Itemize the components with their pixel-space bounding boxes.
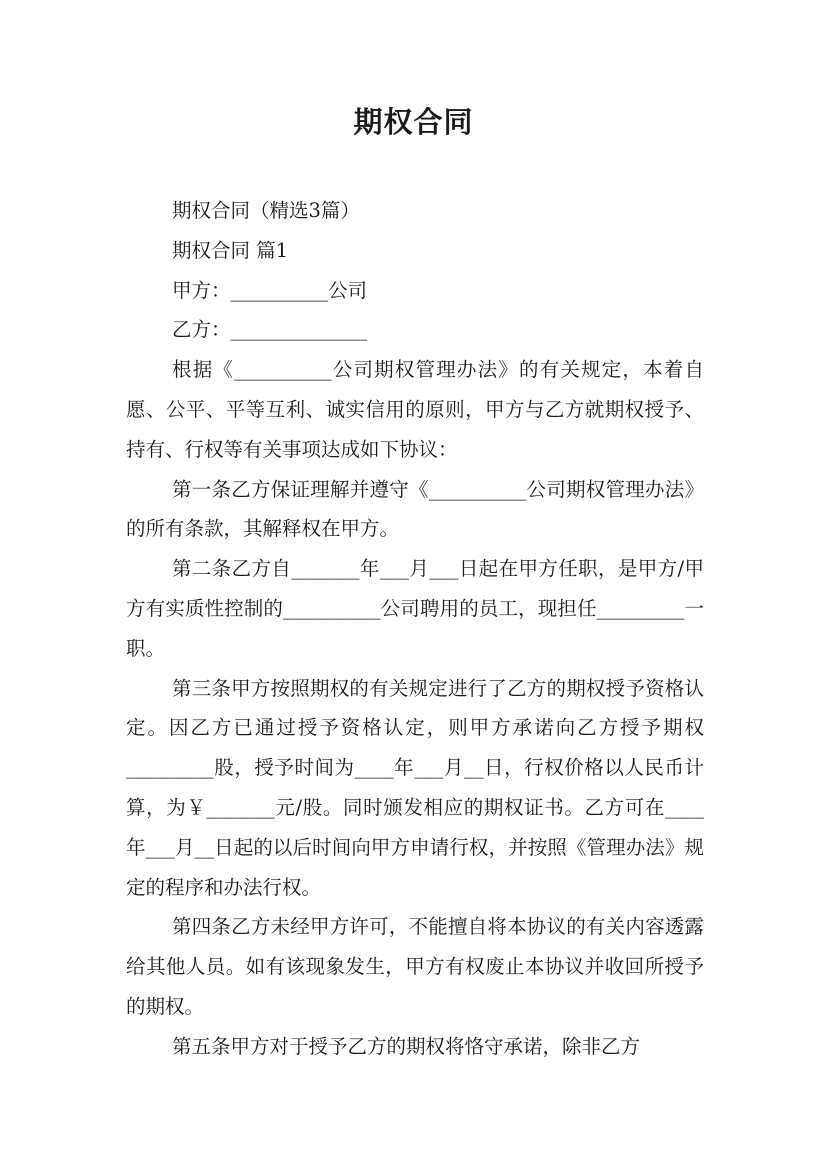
document-title: 期权合同 <box>353 105 474 139</box>
section-heading: 期权合同 篇1 <box>172 238 289 262</box>
preamble-paragraph: 根据《__________公司期权管理办法》的有关规定，本着自愿、公平、平等互利、诚实信用的原则，甲方与乙方就期权授予、持有、行权等有关事项达成如下协议： <box>126 358 704 461</box>
article-4-paragraph: 第四条乙方未经甲方许可，不能擅自将本协议的有关内容透露给其他人员。如有该现象发生，甲方有权废止本协议并收回所授予的期权。 <box>126 915 704 1018</box>
article-2-paragraph: 第二条乙方自_______年___月___日起在甲方任职，是甲方/甲方有实质性控制的__________公司聘用的员工，现担任_________一职。 <box>126 557 704 660</box>
party-a-line: 甲方：__________公司 <box>172 278 368 302</box>
article-1-paragraph: 第一条乙方保证理解并遵守《__________公司期权管理办法》的所有条款，其解释权在甲方。 <box>126 477 704 541</box>
subtitle-line: 期权合同（精选3篇） <box>172 199 360 222</box>
party-b-line: 乙方：______________ <box>172 318 368 342</box>
article-3-paragraph: 第三条甲方按照期权的有关规定进行了乙方的期权授予资格认定。因乙方已通过授予资格认定，则甲方承诺向乙方授予期权_________股，授予时间为____年___月__日，行权价格以人民币计算，为￥_______元/股。同时颁发相应的期权证书。乙方可在____年___月__日起的以后时间向甲方申请行权，并按照《管理办法》规定的程序和办法行权。 <box>126 676 704 899</box>
article-5-paragraph: 第五条甲方对于授予乙方的期权将恪守承诺，除非乙方 <box>172 1034 641 1058</box>
document-body <box>126 191 704 1067</box>
